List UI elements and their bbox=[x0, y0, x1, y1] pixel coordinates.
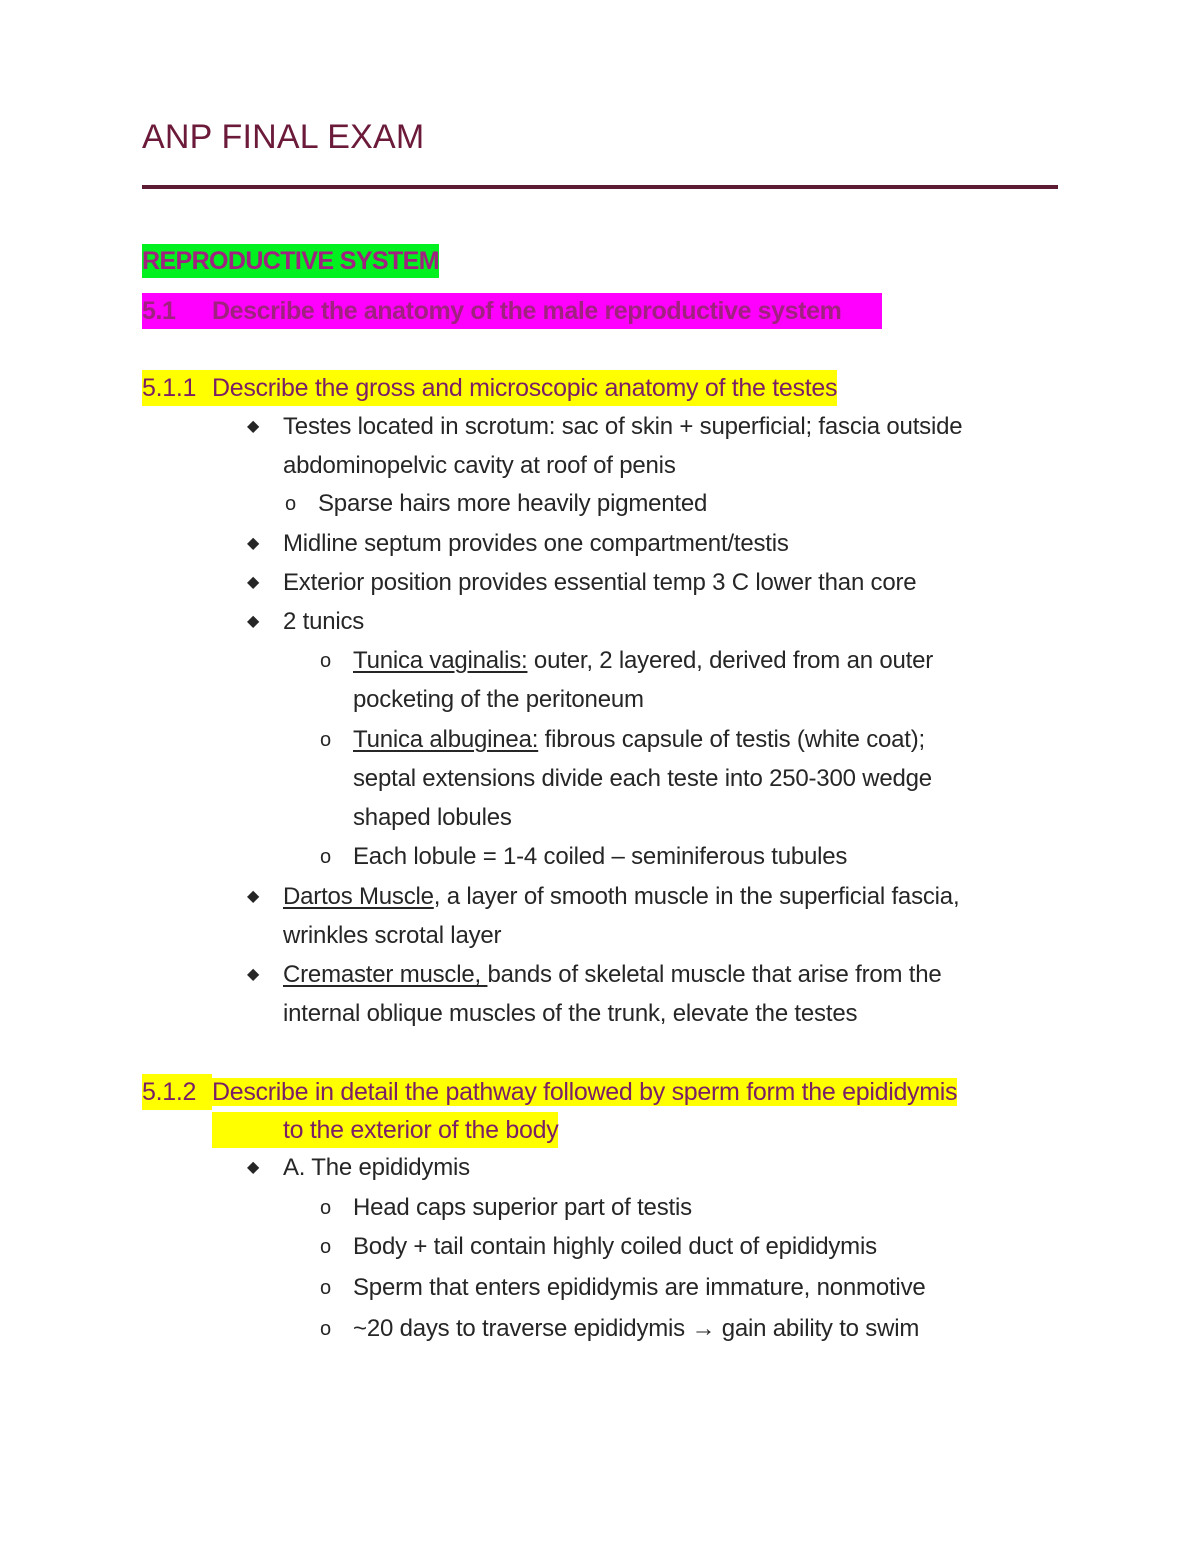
heading-number: 5.1.2 bbox=[142, 1074, 212, 1110]
text-part: gain ability to swim bbox=[715, 1315, 920, 1342]
text-part: ~20 days to traverse epididymis bbox=[353, 1315, 692, 1342]
sub-list-item-line: pocketing of the peritoneum bbox=[353, 686, 644, 713]
list-item-line: Midline septum provides one compartment/testis bbox=[283, 530, 789, 557]
list-item-line bbox=[283, 958, 942, 992]
list-item-line: Testes located in scrotum: sac of skin + superficial; fascia outside bbox=[283, 413, 963, 440]
sub-bullet-icon: o bbox=[320, 846, 332, 868]
sub-bullet-icon: o bbox=[320, 1277, 332, 1299]
heading-text: Describe the gross and microscopic anatomy of the testes bbox=[212, 374, 838, 402]
heading-text: Describe the anatomy of the male reproductive system bbox=[212, 297, 842, 325]
list-item-line bbox=[283, 880, 959, 914]
heading-5-1-1 bbox=[142, 370, 837, 406]
sub-bullet-icon: o bbox=[320, 650, 332, 672]
definition-text: bands of skeletal muscle that arise from the bbox=[487, 961, 942, 988]
list-item-line: Exterior position provides essential temp 3 C lower than core bbox=[283, 569, 917, 596]
term: Tunica vaginalis: bbox=[353, 647, 528, 674]
sub-list-item-line: septal extensions divide each teste into 250-300 wedge bbox=[353, 765, 932, 792]
sub-list-item-line: shaped lobules bbox=[353, 804, 512, 831]
bullet-icon: ◆ bbox=[247, 1159, 260, 1176]
heading-text: Describe in detail the pathway followed by sperm form the epididymis bbox=[212, 1078, 958, 1106]
arrow-icon: → bbox=[691, 1315, 716, 1342]
bullet-icon: ◆ bbox=[247, 418, 260, 435]
sub-bullet-icon: o bbox=[320, 1197, 332, 1219]
bullet-icon: ◆ bbox=[247, 613, 260, 630]
sub-list-item bbox=[353, 1312, 919, 1346]
term: Cremaster muscle, bbox=[283, 961, 488, 988]
term: Dartos Muscle bbox=[283, 883, 434, 910]
definition-text: fibrous capsule of testis (white coat); bbox=[538, 726, 926, 753]
sub-list-item: Each lobule = 1-4 coiled – seminiferous tubules bbox=[353, 843, 848, 870]
title-divider bbox=[142, 185, 1058, 189]
list-item-line: internal oblique muscles of the trunk, elevate the testes bbox=[283, 1000, 858, 1027]
heading-text-continued bbox=[212, 1112, 558, 1148]
sub-bullet-icon: o bbox=[320, 729, 332, 751]
heading-5-1 bbox=[142, 293, 882, 329]
sub-list-item bbox=[353, 644, 933, 678]
bullet-icon: ◆ bbox=[247, 888, 260, 905]
bullet-icon: ◆ bbox=[247, 574, 260, 591]
sub-list-item bbox=[353, 723, 925, 757]
sub-bullet-icon: o bbox=[320, 1318, 332, 1340]
section-label: REPRODUCTIVE SYSTEM bbox=[142, 244, 439, 278]
list-item-line: A. The epididymis bbox=[283, 1154, 470, 1181]
heading-number: 5.1.1 bbox=[142, 374, 197, 402]
bullet-icon: ◆ bbox=[247, 966, 260, 983]
definition-text: , a layer of smooth muscle in the superficial fascia, bbox=[433, 883, 960, 910]
bullet-icon: ◆ bbox=[247, 535, 260, 552]
sub-list-item: Sperm that enters epididymis are immature, nonmotive bbox=[353, 1274, 926, 1301]
sub-bullet-icon: o bbox=[320, 1236, 332, 1258]
term: Tunica albuginea: bbox=[353, 726, 539, 753]
definition-text: outer, 2 layered, derived from an outer bbox=[527, 647, 934, 674]
heading-number: 5.1 bbox=[142, 297, 176, 325]
list-item-line: wrinkles scrotal layer bbox=[283, 922, 502, 949]
heading-5-1-2 bbox=[142, 1074, 1056, 1110]
list-item-line: abdominopelvic cavity at roof of penis bbox=[283, 452, 676, 479]
heading-text: to the exterior of the body bbox=[283, 1116, 559, 1144]
list-item-line: 2 tunics bbox=[283, 608, 365, 635]
sub-list-item: Body + tail contain highly coiled duct of epididymis bbox=[353, 1233, 877, 1260]
sub-list-item: Head caps superior part of testis bbox=[353, 1194, 692, 1221]
sub-bullet-icon: o bbox=[285, 493, 297, 515]
sub-list-item: Sparse hairs more heavily pigmented bbox=[318, 490, 708, 517]
document-title: ANP FINAL EXAM bbox=[142, 118, 425, 156]
